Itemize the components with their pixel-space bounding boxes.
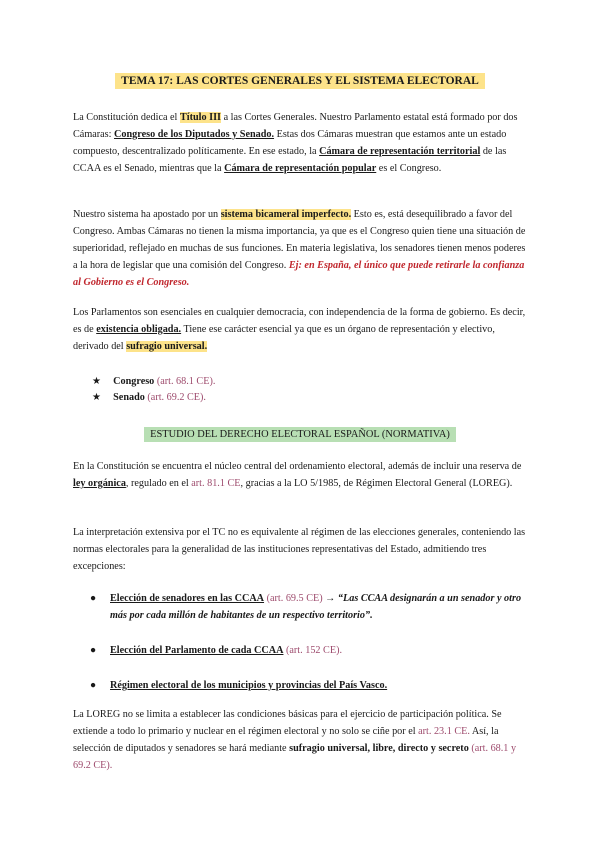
star-icon: ★ xyxy=(92,376,102,387)
underlined-term: Régimen electoral de los municipios y provincias del País Vasco. xyxy=(110,680,388,691)
list-label: Senado xyxy=(113,392,145,403)
article-ref: (art. 68.1 CE). xyxy=(156,376,216,387)
underlined-term: Congreso de los Diputados y Senado. xyxy=(114,129,275,140)
example-note: Ej: en España, el único que puede retirarle la confianza al Gobierno es el Congreso. xyxy=(73,260,525,288)
article-ref: (art. 69.2 CE). xyxy=(147,392,206,403)
list-item xyxy=(90,642,530,659)
paragraph-constitution xyxy=(73,109,529,177)
underlined-term: Elección del Parlamento de cada CCAA xyxy=(110,645,284,656)
text: → xyxy=(322,593,338,604)
article-ref: art. 23.1 CE. xyxy=(418,726,470,737)
article-ref: (art. 69.5 CE) xyxy=(264,593,323,604)
text: , gracias a la LO 5/1985, de Régimen Electoral General (LOREG). xyxy=(240,478,513,489)
paragraph-bicameral xyxy=(73,206,529,291)
text: Estas dos Cámaras muestran que estamos ante un estado compuesto, descentralizado políticamente. En ese estado, la xyxy=(73,129,507,157)
article-ref: (art. 152 CE). xyxy=(283,645,343,656)
bullet-icon: ● xyxy=(90,593,97,604)
exceptions-list xyxy=(90,590,530,694)
underlined-term: ley orgánica xyxy=(73,478,126,489)
text: Así, la selección de diputados y senadores se hará mediante xyxy=(73,726,499,754)
list-item xyxy=(92,390,215,406)
article-ref: art. 81.1 CE xyxy=(191,478,241,489)
text: Tiene ese carácter esencial ya que es un órgano de representación y electivo, derivado del xyxy=(73,324,495,352)
section-text: ESTUDIO DEL DERECHO ELECTORAL ESPAÑOL (NORMATIVA) xyxy=(144,427,456,442)
text: a las Cortes Generales. Nuestro Parlamento estatal está formado por dos Cámaras: xyxy=(73,112,518,140)
highlight: sistema bicameral imperfecto. xyxy=(220,209,352,220)
chamber-list xyxy=(92,374,215,406)
bold-term: sufragio universal, libre, directo y secreto xyxy=(289,743,469,754)
underlined-term: Cámara de representación territorial xyxy=(319,146,481,157)
text: La LOREG no se limita a establecer las condiciones básicas para el ejercicio de participación política. Se extiende a todo lo primario y nuclear en el régimen electoral y no solo se ciñe por el xyxy=(73,709,502,737)
quote: “Las CCAA designarán a un senador y otro más por cada millón de habitantes de un respectivo territorio”. xyxy=(110,593,522,621)
list-item xyxy=(90,677,530,694)
text: La Constitución dedica el xyxy=(73,112,180,123)
star-icon: ★ xyxy=(92,392,102,403)
paragraph-parlamentos xyxy=(73,304,529,355)
paragraph-nucleo xyxy=(73,458,529,492)
text: Esto es, está desequilibrado a favor del Congreso. Ambas Cámaras no tienen la misma importancia, ya que es el Congreso quien tiene una situación de superioridad, reflejado en muchas de sus funciones. En materia legislativa, los senadores tienen menos poderes a la hora de legislar que una comisión del Congreso. xyxy=(73,209,526,271)
title-text: TEMA 17: LAS CORTES GENERALES Y EL SISTEMA ELECTORAL xyxy=(115,73,485,89)
highlight: Título III xyxy=(179,112,222,123)
page-title xyxy=(0,71,600,89)
section-heading xyxy=(0,424,600,442)
text: es el Congreso. xyxy=(376,163,442,174)
paragraph-loreg xyxy=(73,706,529,774)
bullet-icon: ● xyxy=(90,645,97,656)
underlined-term: Cámara de representación popular xyxy=(224,163,377,174)
text: de las CCAA es el Senado, mientras que la xyxy=(73,146,507,174)
underlined-term: existencia obligada. xyxy=(96,324,182,335)
list-item xyxy=(90,590,530,624)
text: Nuestro sistema ha apostado por un xyxy=(73,209,221,220)
highlight: sufragio universal. xyxy=(126,341,208,352)
text: En la Constitución se encuentra el núcleo central del ordenamiento electoral, además de incluir una reserva de xyxy=(73,461,522,472)
underlined-term: Elección de senadores en las CCAA xyxy=(110,593,265,604)
list-item xyxy=(92,374,215,390)
text: , regulado en el xyxy=(125,478,192,489)
bullet-icon: ● xyxy=(90,680,97,691)
paragraph-interpretacion: La interpretación extensiva por el TC no es equivalente al régimen de las elecciones generales, conteniendo las normas electorales para la generalidad de las instituciones representativas del Estado, admitiendo tres excepciones: xyxy=(73,527,526,572)
article-ref: (art. 68.1 y 69.2 CE). xyxy=(73,743,517,771)
text: Los Parlamentos son esenciales en cualquier democracia, con independencia de la forma de gobierno. Es decir, es de xyxy=(73,307,526,335)
list-label: Congreso xyxy=(113,376,155,387)
